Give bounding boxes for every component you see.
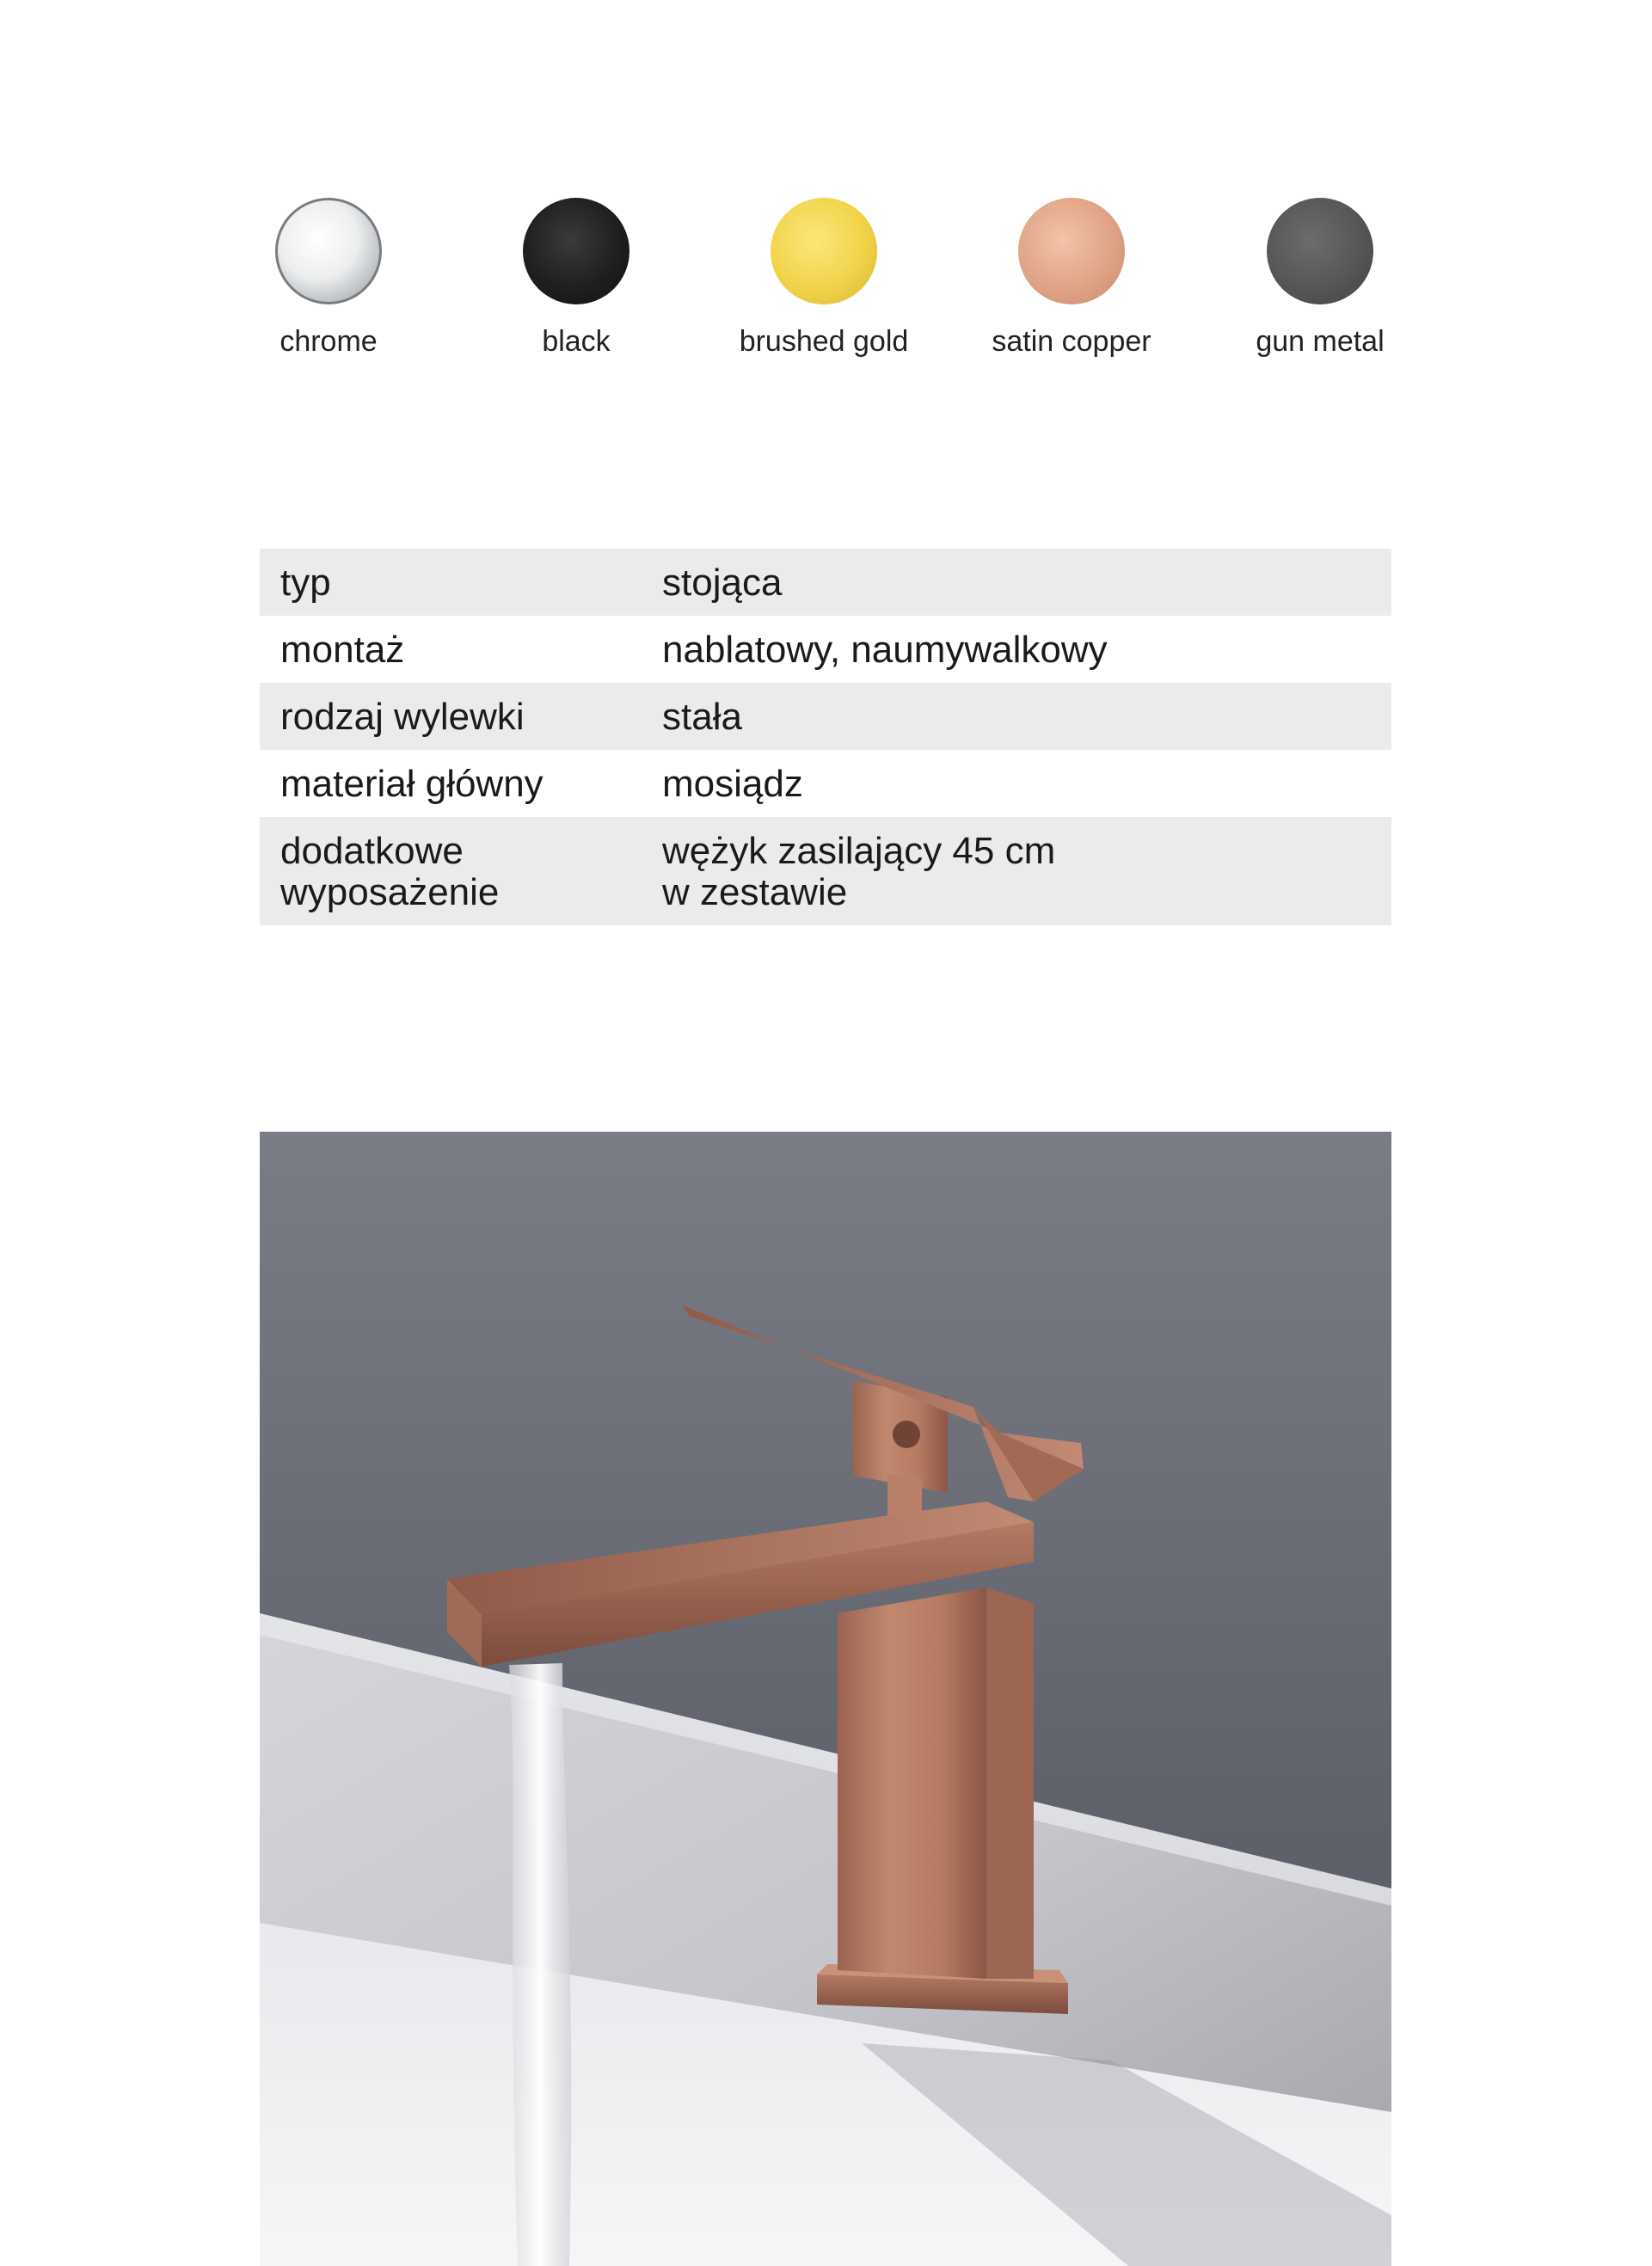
finish-label: satin copper [992, 325, 1151, 358]
brushed-gold-swatch [771, 198, 877, 304]
finish-label: chrome [279, 325, 378, 358]
spec-value [662, 817, 1391, 925]
spec-row [260, 817, 1391, 925]
black-swatch [523, 198, 629, 304]
finish-label: brushed gold [739, 325, 909, 358]
spec-key-line: dodatkowe [280, 830, 464, 872]
spec-row [260, 549, 1391, 616]
spec-row [260, 616, 1391, 683]
spec-key [260, 817, 662, 925]
spec-key: typ [260, 549, 662, 616]
finish-swatches [260, 191, 1403, 372]
cartridge-screw [893, 1421, 920, 1448]
finish-black [482, 191, 671, 359]
spec-key-line: wyposażenie [280, 871, 500, 913]
spec-value: stała [662, 683, 1391, 750]
spec-key: montaż [280, 629, 405, 671]
faucet-body [838, 1587, 986, 1979]
finish-label: gun metal [1256, 325, 1385, 358]
spec-value: nablatowy, naumywalkowy [662, 629, 1108, 671]
satin-copper-swatch [1018, 198, 1125, 304]
finish-brushed-gold [729, 191, 918, 359]
faucet-photo-illustration [260, 1132, 1391, 2266]
spec-row [260, 750, 1391, 817]
spec-value: stojąca [662, 549, 1391, 616]
finish-label: black [542, 325, 611, 358]
product-photo [260, 1132, 1391, 2266]
spec-table [260, 549, 1391, 925]
spec-value-line: wężyk zasilający 45 cm [662, 830, 1056, 872]
gun-metal-swatch [1267, 198, 1373, 304]
faucet-body-side [986, 1587, 1034, 1979]
finish-gun-metal [1225, 191, 1415, 359]
spec-value: mosiądz [662, 763, 803, 805]
spec-row [260, 683, 1391, 750]
lever-stem [887, 1474, 922, 1519]
water-stream [509, 1663, 571, 2266]
spec-value-line: w zestawie [662, 871, 848, 913]
spec-key: rodzaj wylewki [260, 683, 662, 750]
finish-satin-copper [977, 191, 1166, 359]
chrome-swatch [275, 198, 382, 304]
spec-key: materiał główny [280, 763, 544, 805]
finish-chrome [234, 191, 423, 359]
